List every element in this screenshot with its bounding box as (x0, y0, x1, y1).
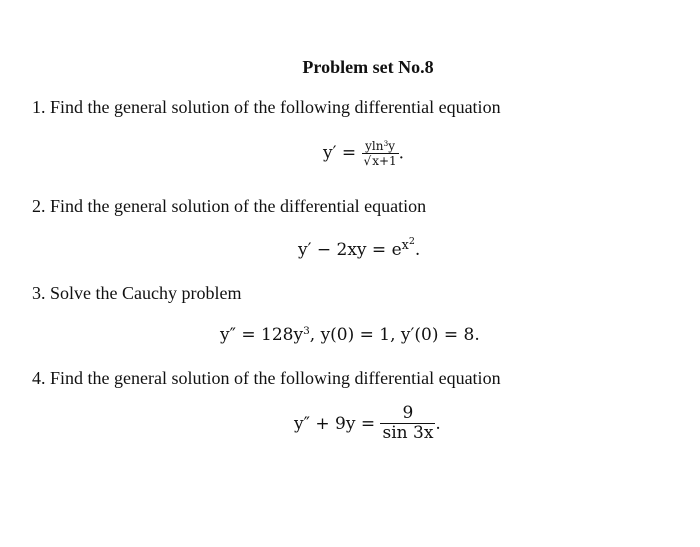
problem-3-statement: 3. Solve the Cauchy problem (32, 283, 242, 303)
eq1-denominator: √x+1 (363, 153, 397, 168)
problem-1-statement: 1. Find the general solution of the following differential equation (32, 97, 501, 117)
eq4-numerator: 9 (402, 403, 414, 423)
problem-4-statement: 4. Find the general solution of the following differential equation (32, 368, 501, 388)
problem-1-equation: y′ = $\frac{yln^3y}{√x+1}$ . (323, 138, 405, 168)
eq1-fraction (362, 140, 399, 167)
eq1-lhs: y′ = (323, 143, 357, 164)
eq1-numerator: yln$^3$y (365, 138, 396, 153)
eq4-lhs: y″ + 9y = (294, 413, 376, 434)
problem-2-equation: $y' - 2xy = e^{x^2}$. (298, 236, 421, 260)
eq4-fraction (380, 405, 435, 443)
problem-3-equation: $y'' = 128y^3$, y(0) = 1, y′(0) = 8. (220, 325, 480, 345)
page-title: Problem set No.8 (302, 57, 434, 77)
problem-4-equation: y″ + 9y = $\frac{9}{\sin 3x}$ . (294, 403, 441, 443)
problem-2-statement: 2. Find the general solution of the differential equation (32, 196, 427, 216)
eq4-denominator: sin 3x (382, 422, 434, 443)
